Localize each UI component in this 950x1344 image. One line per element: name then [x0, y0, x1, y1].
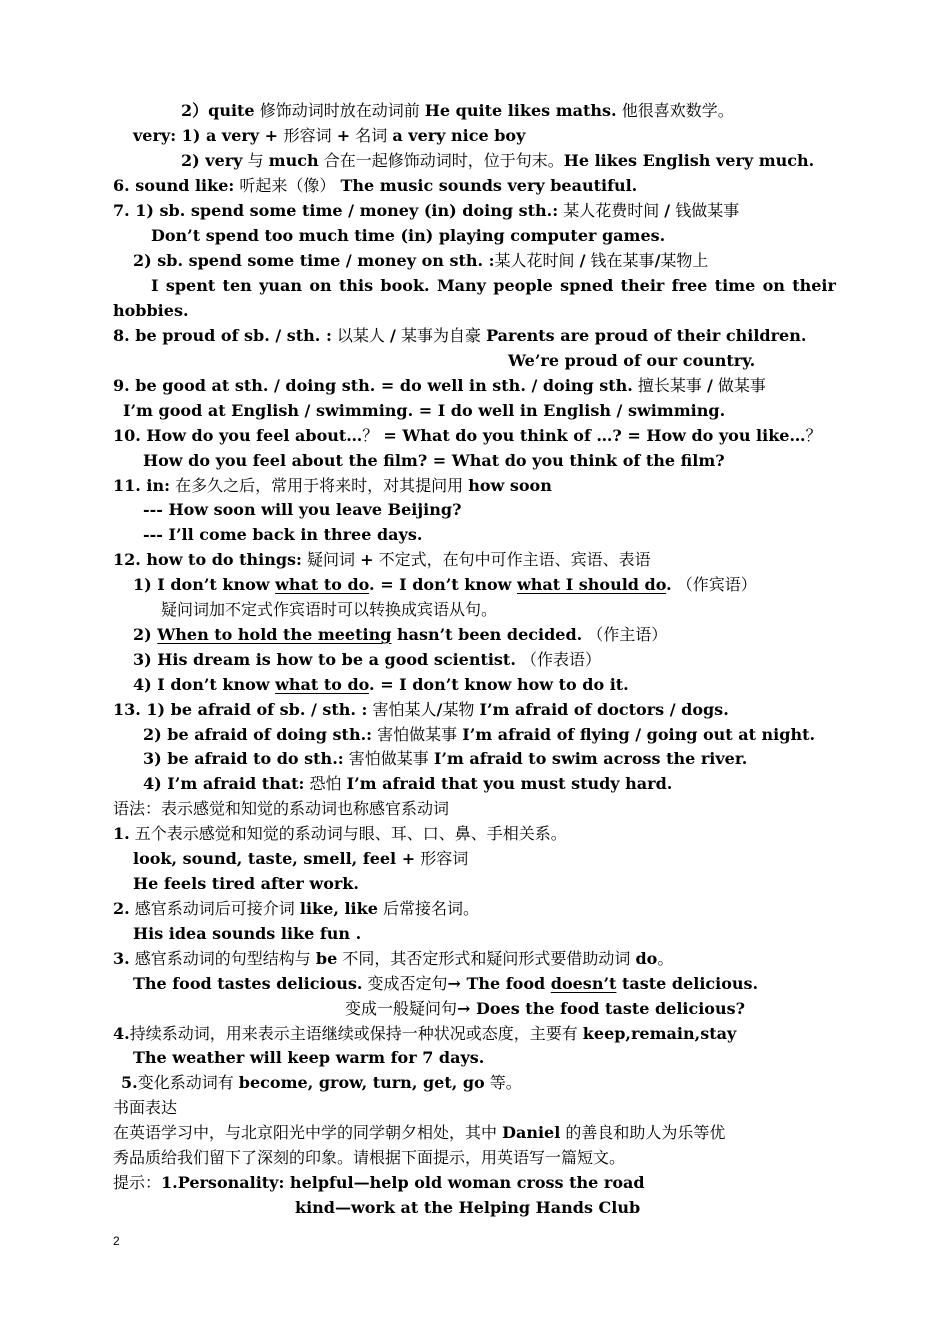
word: ten — [222, 276, 252, 295]
text-run: 2) be afraid of doing sth.: — [143, 725, 373, 744]
text-run: → The food — [447, 974, 551, 993]
text-run: 13. 1) be afraid of sb. / sth. : — [113, 700, 368, 719]
text-run: 恐怕 — [304, 774, 347, 793]
word: this — [338, 276, 374, 295]
text-run: 2) sb. spend some time / money on sth. : — [133, 251, 495, 270]
text-run: Don’t spend too much time (in) playing computer games. — [151, 226, 666, 245]
text-line — [113, 949, 673, 969]
text-run: + — [360, 550, 374, 569]
text-run: 形容词 — [415, 849, 469, 868]
text-run: → Does the food taste delicious? — [457, 999, 745, 1018]
word: people — [493, 276, 553, 295]
text-run: taste delicious. — [616, 974, 759, 993]
text-run: 2） — [181, 101, 209, 120]
text-run: ？ — [362, 426, 384, 445]
text-line — [143, 451, 725, 471]
text-run: much — [268, 151, 319, 170]
text-run: 钱做某事 — [670, 201, 740, 220]
text-run: 某事为自豪 — [395, 326, 487, 345]
text-run: 变化系动词有 — [137, 1073, 239, 1092]
word: their — [792, 276, 836, 295]
text-line — [113, 799, 449, 819]
text-line — [113, 201, 739, 221]
text-run: 疑问词加不定式作宾语时可以转换成宾语从句。 — [161, 600, 498, 619]
text-run: 变成否定句 — [362, 974, 448, 993]
text-run: a very nice boy — [392, 126, 526, 145]
text-run: 等。 — [484, 1073, 522, 1092]
text-run: 6. sound like: — [113, 176, 235, 195]
text-run: 害怕做某事 — [372, 725, 463, 744]
text-run: 做某事 — [712, 376, 766, 395]
text-run: 语法：表示感觉和知觉的系动词也称感官系动词 — [113, 799, 450, 818]
text-run: / — [664, 201, 671, 220]
text-run: 秀品质给我们留下了深刻的印象。请根据下面提示，用英语写一篇短文。 — [113, 1148, 626, 1167]
text-run: 疑问词 — [301, 550, 361, 569]
text-run: He likes English very much. — [563, 151, 815, 170]
text-run: keep,remain,stay — [582, 1024, 737, 1043]
text-line — [295, 1198, 640, 1218]
text-run: hobbies. — [113, 301, 189, 320]
text-run: 某人花费时间 — [558, 201, 665, 220]
text-run: what to do — [275, 575, 370, 594]
text-line — [143, 774, 672, 794]
text-run: 在英语学习中，与北京阳光中学的同学朝夕相处，其中 — [113, 1123, 503, 1142]
text-line — [345, 999, 745, 1019]
word: Many — [436, 276, 486, 295]
text-line — [181, 151, 814, 171]
text-run: 4. — [113, 1024, 130, 1043]
text-run: When to hold the meeting — [157, 625, 392, 644]
text-run: We’re proud of our country. — [508, 351, 756, 370]
word: their — [620, 276, 665, 295]
page-number: 2 — [113, 1234, 120, 1248]
text-run: / — [579, 251, 586, 270]
text-run: very: 1) a very + — [133, 126, 284, 145]
text-run: kind—work at the Helping Hands Club — [295, 1198, 641, 1217]
text-line — [133, 1048, 484, 1068]
text-line — [181, 101, 734, 121]
text-line — [113, 1098, 177, 1118]
text-run: 不定式，在句中可作主语、宾语、表语 — [373, 550, 651, 569]
text-line — [113, 1024, 736, 1044]
text-run: how soon — [468, 476, 552, 495]
text-run: hasn’t been decided. — [391, 625, 583, 644]
text-line — [143, 725, 815, 745]
text-run: 3. — [113, 949, 130, 968]
text-run: （作表语） — [515, 650, 601, 669]
word: book. — [380, 276, 430, 295]
text-run: He feels tired after work. — [133, 874, 359, 893]
text-run: He quite likes maths. — [424, 101, 617, 120]
text-run: I’m afraid to swim across the river. — [433, 749, 748, 768]
text-line — [133, 650, 601, 670]
text-run: 害怕做某事 — [343, 749, 434, 768]
text-run: 五个表示感觉和知觉的系动词与眼、耳、口、鼻、手相关系。 — [129, 824, 567, 843]
text-line — [113, 1173, 645, 1193]
text-line — [113, 301, 189, 321]
text-run: 书面表达 — [113, 1098, 178, 1117]
text-run: 11. in: — [113, 476, 171, 495]
text-line — [113, 1123, 725, 1143]
text-line — [113, 476, 552, 496]
text-run: I’m afraid that you must study hard. — [346, 774, 673, 793]
text-line — [143, 749, 747, 769]
text-run: 某物 — [442, 700, 480, 719]
text-run: doesn’t — [550, 974, 617, 993]
text-run: 8. be proud of sb. / sth. : — [113, 326, 332, 345]
text-run: 合在一起修饰动词时，位于句末。 — [318, 151, 564, 170]
word: spent — [165, 276, 216, 295]
text-run: His idea sounds like fun . — [133, 924, 362, 943]
word: on — [762, 276, 785, 295]
text-line — [113, 824, 567, 844]
text-run: 2) very — [181, 151, 243, 170]
text-line — [143, 525, 422, 545]
text-run: quite — [208, 101, 255, 120]
text-run: --- How soon will you leave Beijing? — [143, 500, 462, 519]
word: I — [151, 276, 159, 295]
text-run: / — [390, 326, 396, 345]
text-run: I’m afraid of flying / going out at night. — [462, 725, 816, 744]
word: free — [671, 276, 708, 295]
text-run: 的善良和助人为乐等优 — [560, 1123, 726, 1142]
text-run: what I should do — [516, 575, 667, 594]
text-line — [113, 700, 729, 720]
text-run: --- I’ll come back in three days. — [143, 525, 423, 544]
text-run: / — [706, 376, 713, 395]
text-run: 持续系动词，用来表示主语继续或保持一种状况或态度，主要有 — [129, 1024, 583, 1043]
text-run: I’m afraid of doctors / dogs. — [479, 700, 729, 719]
text-run: 与 — [242, 151, 269, 170]
text-run: 。 — [657, 949, 674, 968]
text-line — [113, 176, 637, 196]
text-run: 不同，其否定形式和疑问形式要借助动词 — [337, 949, 636, 968]
text-line — [113, 899, 479, 919]
text-run: 4) I’m afraid that: — [143, 774, 305, 793]
text-line — [113, 426, 822, 446]
text-run: do — [635, 949, 658, 968]
text-run: 3) His dream is how to be a good scientist. — [133, 650, 516, 669]
word: on — [309, 276, 332, 295]
text-line — [113, 550, 651, 570]
text-run: . = I don’t know — [369, 575, 517, 594]
text-run: How do you feel about the film? = What do you think of the film? — [143, 451, 725, 470]
text-run: . = I don’t know how to do it. — [369, 675, 629, 694]
text-run: like, like — [299, 899, 378, 918]
text-line — [133, 575, 757, 595]
text-run: 1. — [113, 824, 130, 843]
text-run: 2. — [113, 899, 130, 918]
text-run: The music sounds very beautiful. — [340, 176, 638, 195]
text-run: （作主语） — [582, 625, 668, 644]
text-run: 以某人 — [331, 326, 391, 345]
text-run: 4) I don’t know — [133, 675, 276, 694]
text-run: 9. be good at sth. / doing sth. = do well in sth. / doing sth. — [113, 376, 633, 395]
text-run: 听起来（像） — [234, 176, 341, 195]
text-line — [121, 1073, 522, 1093]
text-run: The food tastes delicious. — [133, 974, 363, 993]
text-run: 10. How do you feel about… — [113, 426, 363, 445]
text-line — [133, 126, 525, 146]
text-line — [508, 351, 755, 371]
text-run: be — [315, 949, 338, 968]
text-line — [133, 675, 629, 695]
text-run: （作宾语） — [671, 575, 757, 594]
text-run: 害怕某人 — [367, 700, 437, 719]
text-run: look, sound, taste, smell, feel + — [133, 849, 416, 868]
text-line — [151, 226, 665, 246]
text-run: / — [654, 251, 661, 270]
text-run: become, grow, turn, get, go — [238, 1073, 485, 1092]
text-run: I’m good at English / swimming. = I do well in English / swimming. — [123, 401, 726, 420]
text-run: 后常接名词。 — [377, 899, 479, 918]
text-run: 5. — [121, 1073, 138, 1092]
text-line — [133, 924, 361, 944]
text-run: 擅长某事 — [632, 376, 707, 395]
text-run: 感官系动词后可接介词 — [129, 899, 300, 918]
text-run: 提示： — [113, 1173, 162, 1192]
text-run: 某人花时间 — [494, 251, 580, 270]
text-line — [143, 500, 461, 520]
text-run: 钱在某事 — [585, 251, 655, 270]
text-line — [161, 600, 497, 620]
text-run: ？ — [805, 426, 822, 445]
text-run: 12. how to do things: — [113, 550, 302, 569]
text-line — [113, 326, 806, 346]
word: time — [714, 276, 756, 295]
text-run: 2) — [133, 625, 158, 644]
text-run: 变成一般疑问句 — [345, 999, 458, 1018]
text-run: + — [336, 126, 351, 145]
justified-line — [151, 276, 836, 296]
text-run: 1.Personality: helpful—help old woman cross the road — [161, 1173, 645, 1192]
text-run: = What do you think of …? = How do you like… — [383, 426, 806, 445]
text-run: 修饰动词时放在动词前 — [254, 101, 425, 120]
text-run: . — [666, 575, 672, 594]
text-line — [133, 874, 359, 894]
text-run: what to do — [275, 675, 370, 694]
text-line — [133, 974, 758, 994]
word: spned — [560, 276, 614, 295]
text-line — [133, 625, 667, 645]
text-run: The weather will keep warm for 7 days. — [133, 1048, 485, 1067]
text-run: 1) I don’t know — [133, 575, 276, 594]
text-line — [113, 1148, 625, 1168]
text-line — [113, 376, 766, 396]
text-run: 他很喜欢数学。 — [616, 101, 734, 120]
text-run: 7. 1) sb. spend some time / money (in) doing sth.: — [113, 201, 559, 220]
word: yuan — [259, 276, 303, 295]
text-run: Parents are proud of their children. — [486, 326, 807, 345]
text-run: / — [436, 700, 443, 719]
text-run: 感官系动词的句型结构与 — [129, 949, 316, 968]
text-line — [133, 251, 708, 271]
text-line — [133, 849, 468, 869]
text-run: 某物上 — [660, 251, 709, 270]
text-line — [123, 401, 725, 421]
text-run: 形容词 — [283, 126, 337, 145]
text-run: 3) be afraid to do sth.: — [143, 749, 344, 768]
text-run: Daniel — [502, 1123, 561, 1142]
text-run: 在多久之后，常用于将来时，对其提问用 — [170, 476, 469, 495]
text-run: 名词 — [350, 126, 393, 145]
